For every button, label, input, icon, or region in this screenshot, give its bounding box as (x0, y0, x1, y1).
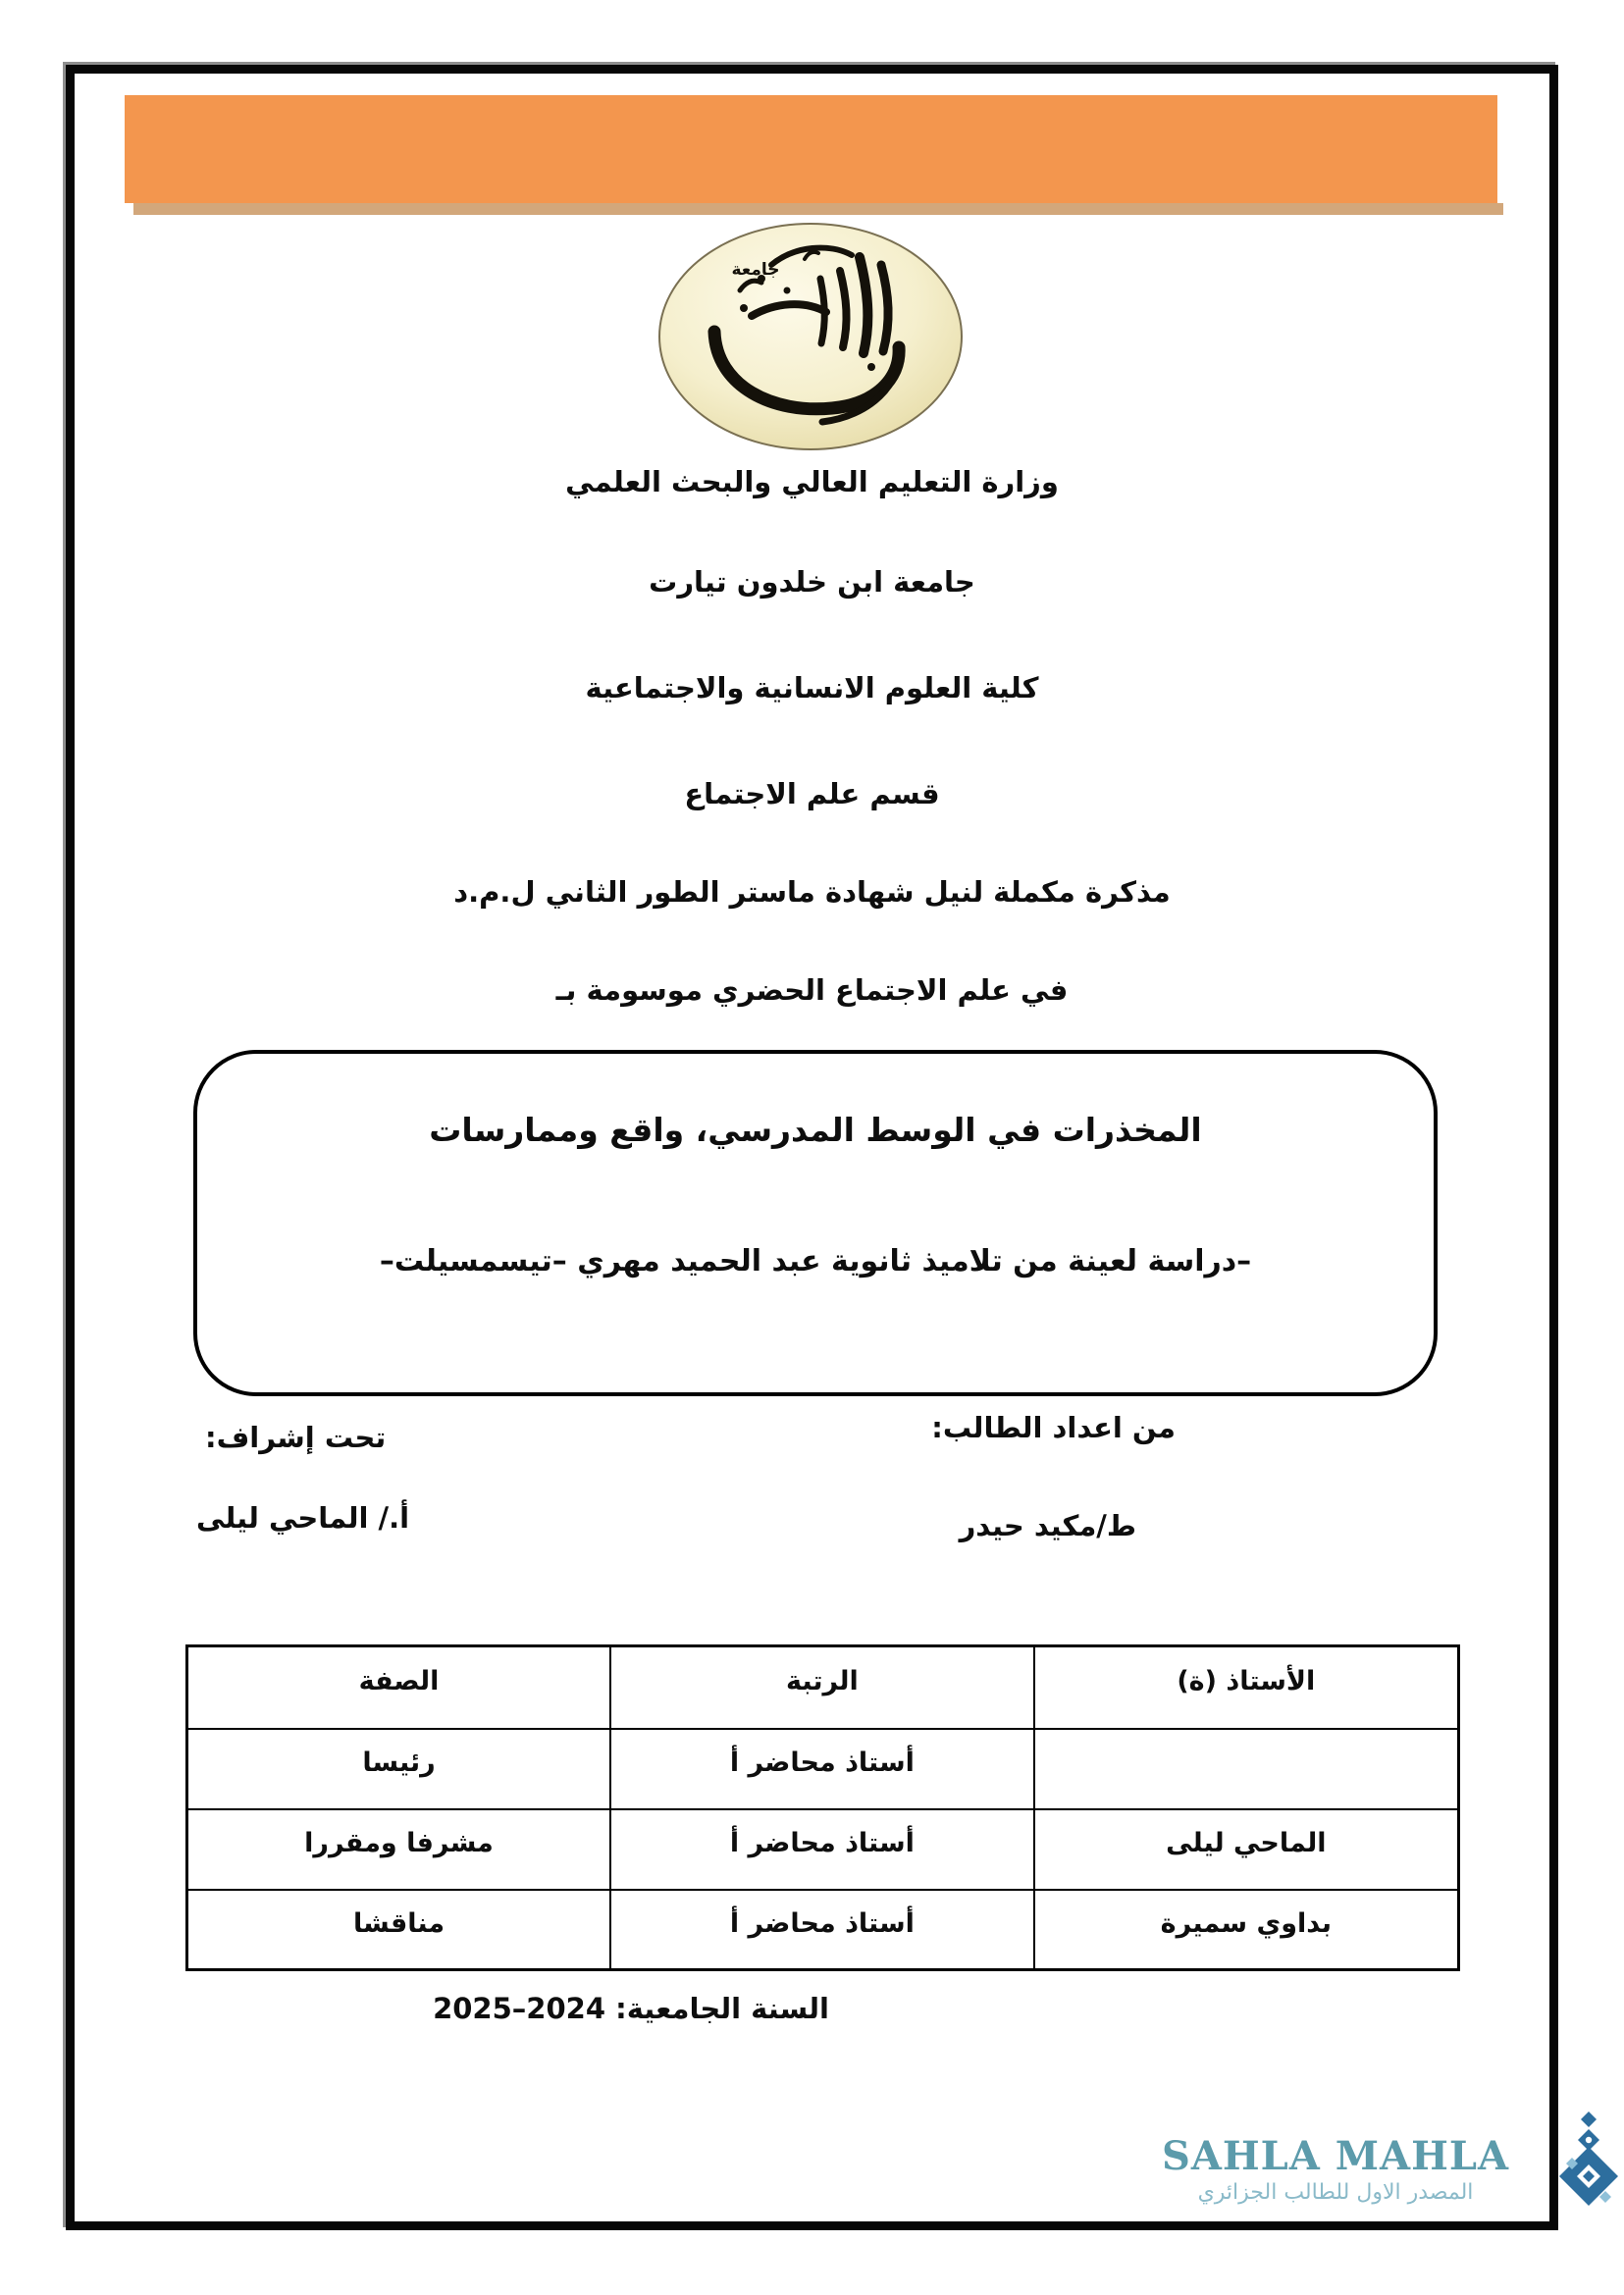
jury-cell-rank: أستاذ محاضر أ (610, 1809, 1034, 1890)
jury-table (185, 1644, 1460, 1971)
sahla-mahla-mark-icon (1553, 2110, 1624, 2219)
header-orange-banner (125, 95, 1497, 203)
sahla-mahla-tagline: المصدر الاول للطالب الجزائري (1197, 2180, 1474, 2205)
jury-table-header-row (187, 1646, 1459, 1729)
sahla-mahla-brand-text: SAHLA MAHLA (1161, 2133, 1510, 2179)
jury-table-row (187, 1809, 1459, 1890)
student-name: ط/مكيد حيدر (959, 1509, 1136, 1542)
department-line: قسم علم الاجتماع (684, 777, 940, 810)
jury-cell-professor (1034, 1729, 1459, 1809)
supervisor-name: أ./ الماحي ليلى (196, 1501, 410, 1535)
ministry-line: وزارة التعليم العالي والبحث العلمي (565, 465, 1059, 498)
supervisor-label: تحت إشراف: (205, 1421, 387, 1454)
academic-year: السنة الجامعية: 2024–2025 (433, 1992, 829, 2025)
seal-oval (659, 224, 962, 449)
university-seal-logo (657, 220, 964, 453)
jury-cell-role: مشرفا ومقررا (187, 1809, 611, 1890)
jury-cell-rank: أستاذ محاضر أ (610, 1890, 1034, 1970)
specialty-line: في علم الاجتماع الحضري موسومة بـ (555, 973, 1069, 1007)
jury-cell-rank: أستاذ محاضر أ (610, 1729, 1034, 1809)
header-banner-shadow (133, 203, 1503, 215)
jury-cell-role: رئيسا (187, 1729, 611, 1809)
sahla-mahla-watermark (1148, 2135, 1523, 2207)
university-line: جامعة ابن خلدون تيارت (649, 565, 975, 599)
jury-table-row (187, 1729, 1459, 1809)
memo-type-line: مذكرة مكملة لنيل شهادة ماستر الطور الثاني ل.م.د (453, 875, 1171, 909)
jury-cell-professor: بداوي سميرة (1034, 1890, 1459, 1970)
jury-header-role: الصفة (187, 1646, 611, 1729)
jury-table-row (187, 1890, 1459, 1970)
thesis-title-box (193, 1050, 1438, 1396)
thesis-title: المخذرات في الوسط المدرسي، واقع وممارسات (429, 1111, 1202, 1149)
jury-cell-role: مناقشا (187, 1890, 611, 1970)
faculty-line: كلية العلوم الانسانية والاجتماعية (585, 671, 1039, 704)
jury-header-professor: الأستاذ (ة) (1034, 1646, 1459, 1729)
jury-header-rank: الرتبة (610, 1646, 1034, 1729)
jury-cell-professor: الماحي ليلى (1034, 1809, 1459, 1890)
seal-word: جامعة (731, 260, 780, 280)
thesis-subtitle: –دراسة لعينة من تلاميذ ثانوية عبد الحميد مهري –تيسمسيلت– (379, 1244, 1252, 1278)
student-label: من اعداد الطالب: (931, 1411, 1176, 1444)
